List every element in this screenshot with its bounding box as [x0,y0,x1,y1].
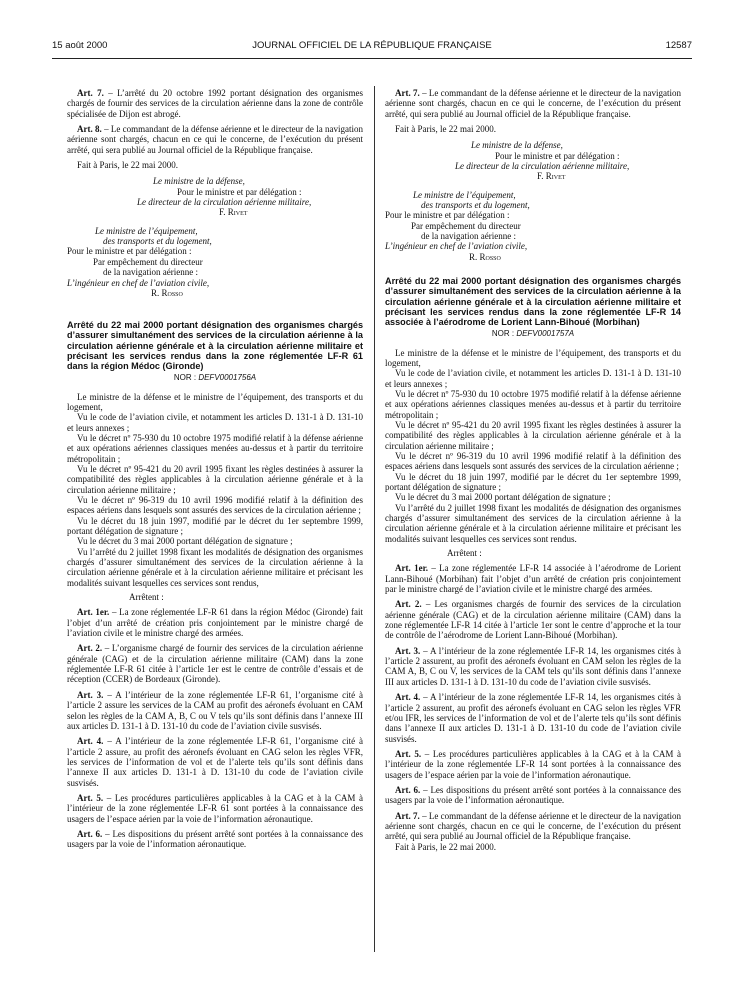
visa: Vu le décret nº 96-319 du 10 avril 1996 modifié relatif à la définition des espaces aériens dans lesquels sont assurés des services de la circulation aérienne ; [385,450,681,472]
visa: Vu le décret nº 95-421 du 20 avril 1995 fixant les règles destinées à assurer la compatibilité des règles applicables à la circulation aérienne générale et à la circulation aérienne militaire ; [67,463,363,495]
visa: Vu le code de l’aviation civile, et notamment les articles D. 131-1 à D. 131-10 et leurs annexes ; [385,368,681,389]
article-paragraph: Art. 6. – Les dispositions du présent arrêté sont portées à la connaissance des usagers par la voie de l’information aéronautique. [67,828,363,850]
preamble: Le ministre de la défense et le ministre de l’équipement, des transports et du logement, [385,347,681,368]
arretent-heading: Arrêtent : [447,548,482,559]
page-header [52,40,692,54]
signature-block: Fait à Paris, le 22 mai 2000. Le ministre de la défense, Pour le ministre et par délégation : Le directeur de la circulation aérienne militaire, F. Rivet Le ministre de l’équipement, des transports et du logement, Pour le ministre et par délégation : Par empêchement du directeur de la navigation aérienne : L’ingénieur en chef de l’aviation civile, R. Rosso [385,124,630,262]
header-date: 15 août 2000 [52,40,108,51]
visa: Vu le décret nº 95-421 du 20 avril 1995 fixant les règles destinées à assurer la compatibilité des règles applicables à la circulation aérienne générale et à la circulation aérienne militaire ; [385,419,681,451]
decree-title: Arrêté du 22 mai 2000 portant désignation des organismes chargés d’assurer simultanément des services de la circulation aérienne à la circulation aérienne générale et à la circulation aérienne militaire et précisant les services rendus dans la zone réglementée LF-R 14 associée à l’aérodrome de Lorient Lann-Bihoué (Morbihan) [385,276,681,327]
column-divider [374,86,375,952]
visa: Vu le décret du 3 mai 2000 portant délégation de signature ; [77,536,293,547]
visa: Vu le décret du 18 juin 1997, modifié par le décret du 1er septembre 1999, portant délégation de signature ; [385,471,681,492]
closing-date: Fait à Paris, le 22 mai 2000. [395,841,496,852]
nor-reference: NOR : DEFV0001756A [173,373,257,383]
header-page-number: 12587 [665,40,692,51]
nor-reference: NOR : DEFV0001757A [491,329,575,339]
article-paragraph: Art. 7. – Le commandant de la défense aérienne et le directeur de la navigation aérienne sont chargés, chacun en ce qui le concerne, de l’exécution du présent arrêté, qui sera publié au Journal officiel de la République française. [385,88,681,119]
visa: Vu l’arrêté du 2 juillet 1998 fixant les modalités de désignation des organismes chargés d’assurer simultanément des services de la circulation aérienne à la circulation aérienne générale et à la circulation aérienne militaire et précisant les modalités suivant lesquelles ces services sont rendus, [67,546,363,588]
article-paragraph: Art. 5. – Les procédures particulières applicables à la CAG et à la CAM à l’intérieur de la zone réglementée LF-R 61 sont portées à la connaissance des usagers de l’espace aérien par la voie de l’information aéronautique. [67,792,363,824]
article-paragraph: Art. 7. – L’arrêté du 20 octobre 1992 portant désignation des organismes chargés de fournir des services de la circulation aérienne dans la zone de contrôle spécialisée de Dijon est abrogé. [67,88,363,119]
article-paragraph: Art. 6. – Les dispositions du présent arrêté sont portées à la connaissance des usagers par la voie de l’information aéronautique. [385,784,681,806]
visa: Vu le décret nº 75-930 du 10 octobre 1975 modifié relatif à la défense aérienne et aux opérations aériennes classiques menées au-dessus et à partir du territoire métropolitain ; [385,388,681,420]
article-paragraph: Art. 3. – A l’intérieur de la zone réglementée LF-R 14, les organismes cités à l’article 2 assurent, au profit des aéronefs évoluant en CAM selon les règles de la CAM A, B, C ou V, les services de la CAM tels qu’ils sont définis dans l’annexe III aux articles D. 131-1 à D. 131-10 du code de l’aviation civile susvisés. [385,645,681,687]
decree-title: Arrêté du 22 mai 2000 portant désignation des organismes chargés d’assurer simultanément des services de la circulation aérienne à la circulation aérienne générale et à la circulation aérienne militaire et précisant les services rendus dans la zone réglementée LF-R 61 dans la région Médoc (Gironde) [67,320,363,371]
right-column [385,88,681,852]
article-paragraph: Art. 3. – A l’intérieur de la zone réglementée LF-R 61, l’organisme cité à l’article 2 assure les services de la CAM au profit des aéronefs évoluant en CAM selon les règles de la CAM A, B, C ou V tels qu’ils sont définis dans l’annexe III aux articles D. 131-1 à D. 131-10 du code de l’aviation civile susvisés. [67,689,363,731]
article-paragraph: Art. 8. – Le commandant de la défense aérienne et le directeur de la navigation aérienne sont chargés, chacun en ce qui le concerne, de l’exécution du présent arrêté, qui sera publié au Journal officiel de la République française. [67,124,363,155]
article-paragraph: Art. 5. – Les procédures particulières applicables à la CAG et à la CAM à l’intérieur de la zone réglementée LF-R 14 sont portées à la connaissance des usagers de l’espace aérien par la voie de l’information aéronautique. [385,748,681,780]
preamble: Le ministre de la défense et le ministre de l’équipement, des transports et du logement, [67,391,363,412]
article-paragraph: Art. 4. – A l’intérieur de la zone réglementée LF-R 14, les organismes cités à l’article 2 assurent, au profit des aéronefs évoluant en CAG selon les règles VFR et/ou IFR, les services de l’information de vol et de l’alerte tels qu’ils sont définis dans l’annexe II aux articles D. 131-1 à D. 131-10 du code de l’aviation civile susvisés. [385,692,681,744]
header-rule [52,58,692,59]
article-paragraph: Art. 2. – L’organisme chargé de fournir des services de la circulation aérienne générale (CAG) et de la circulation aérienne militaire (CAM) dans la zone réglementée LF-R 61 citée à l’article 1er est le centre de contrôle d’essais et de réception (CCER) de Bordeaux (Gironde). [67,643,363,685]
arretent-heading: Arrêtent : [129,592,164,603]
article-paragraph: Art. 2. – Les organismes chargés de fournir des services de la circulation aérienne générale (CAG) et de la circulation aérienne militaire (CAM) dans la zone réglementée LF-R 14 citée à l’article 1er sont le centre d’approche et la tour de contrôle de l’aérodrome de Lorient Lann-Bihoué (Morbihan). [385,599,681,641]
visa: Vu le décret du 3 mai 2000 portant délégation de signature ; [395,492,611,503]
signature-block: Fait à Paris, le 22 mai 2000. Le ministre de la défense, Pour le ministre et par délégation : Le directeur de la circulation aérienne militaire, F. Rivet Le ministre de l’équipement, des transports et du logement, Pour le ministre et par délégation : Par empêchement du directeur de la navigation aérienne : L’ingénieur en chef de l’aviation civile, R. Rosso [67,160,312,298]
visa: Vu le décret nº 96-319 du 10 avril 1996 modifié relatif à la définition des espaces aériens dans lesquels sont assurés des services de la circulation aérienne ; [67,494,363,516]
visa: Vu l’arrêté du 2 juillet 1998 fixant les modalités de désignation des organismes chargés d’assurer simultanément des services de la circulation aérienne à la circulation aérienne générale et à la circulation aérienne militaire et précisant les modalités suivant lesquelles ces services sont rendus. [385,502,681,544]
article-paragraph: Art. 1er. – La zone réglementée LF-R 14 associée à l’aérodrome de Lorient Lann-Bihoué (Morbihan) fait l’objet d’un arrêté de création pris conjointement par le ministre chargé de l’aviation civile et le ministre chargé des armées. [385,563,681,595]
visa: Vu le décret du 18 juin 1997, modifié par le décret du 1er septembre 1999, portant délégation de signature ; [67,515,363,537]
left-column [67,88,363,850]
article-paragraph: Art. 7. – Le commandant de la défense aérienne et le directeur de la navigation aérienne sont chargés, chacun en ce qui le concerne, de l’exécution du présent arrêté, qui sera publié au Journal officiel de la République française. [385,810,681,842]
article-paragraph: Art. 4. – A l’intérieur de la zone réglementée LF-R 61, l’organisme cité à l’article 2 assure, au profit des aéronefs évoluant en CAG selon les règles VFR, les services de l’information de vol et de l’alerte tels qu’ils sont définis dans l’annexe II aux articles D. 131-1 à D. 131-10 du code de l’aviation civile susvisés. [67,736,363,788]
article-paragraph: Art. 1er. – La zone réglementée LF-R 61 dans la région Médoc (Gironde) fait l’objet d’un arrêté de création pris conjointement par le ministre chargé de l’aviation civile et le ministre chargé des armées. [67,607,363,639]
visa: Vu le décret nº 75-930 du 10 octobre 1975 modifié relatif à la défense aérienne et aux opérations aériennes classiques menées au-dessus et à partir du territoire métropolitain ; [67,432,363,464]
header-journal-title: JOURNAL OFFICIEL DE LA RÉPUBLIQUE FRANÇAISE [252,40,492,51]
visa: Vu le code de l’aviation civile, et notamment les articles D. 131-1 à D. 131-10 et leurs annexes ; [67,412,363,433]
